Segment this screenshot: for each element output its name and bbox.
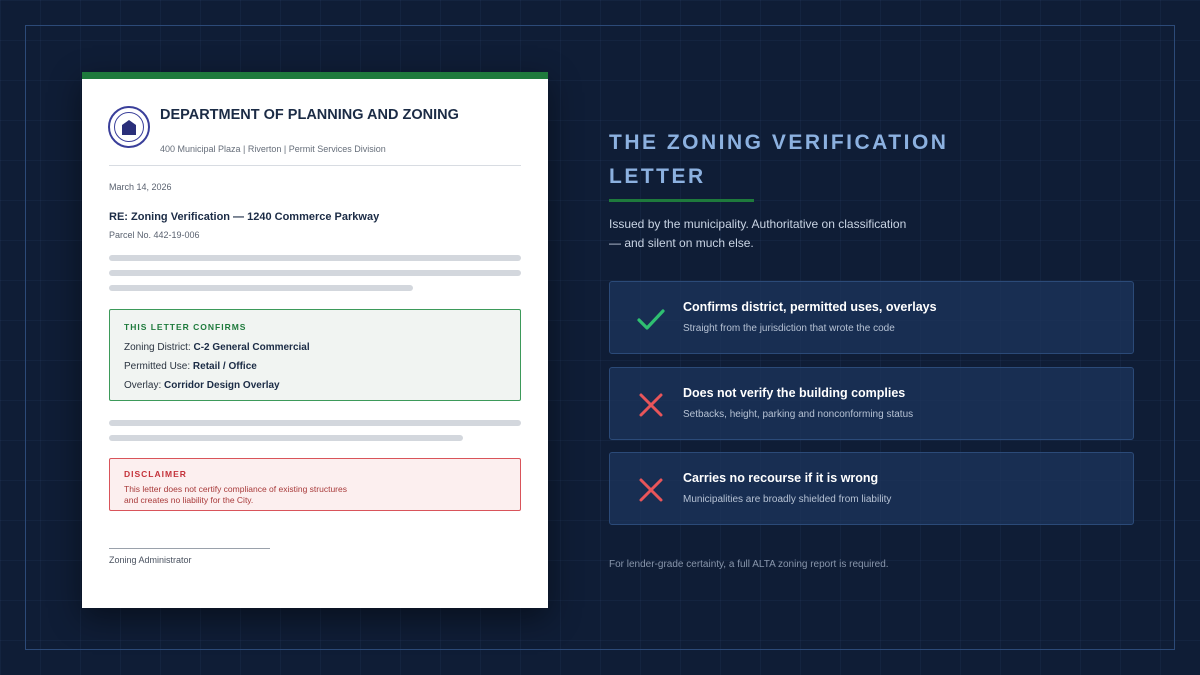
confirmation-row-use: Permitted Use: Retail / Office [124, 361, 257, 372]
heading-accent-bar [609, 199, 754, 202]
department-name: DEPARTMENT OF PLANNING AND ZONING [160, 107, 459, 123]
letter-subject: RE: Zoning Verification — 1240 Commerce Parkway [109, 211, 380, 223]
card-title: Carries no recourse if it is wrong [683, 471, 879, 485]
parcel-number: Parcel No. 442-19-006 [109, 230, 200, 240]
confirmation-row-overlay: Overlay: Corridor Design Overlay [124, 380, 280, 391]
placeholder-text-line [109, 255, 521, 261]
x-icon [636, 390, 666, 420]
card-title: Confirms district, permitted uses, overlays [683, 300, 937, 314]
confirmation-title: THIS LETTER CONFIRMS [124, 322, 247, 332]
disclaimer-box [109, 458, 521, 511]
city-seal-logo [108, 106, 150, 148]
disclaimer-text: This letter does not certify compliance of existing structures and creates no liability for the City. [124, 484, 347, 505]
letter-date: March 14, 2026 [109, 182, 172, 192]
signature-line [109, 548, 270, 549]
panel-intro: Issued by the municipality. Authoritative on classification — and silent on much else. [609, 217, 907, 250]
card-subtitle: Setbacks, height, parking and nonconforming status [683, 409, 914, 420]
feature-card-no-compliance [609, 367, 1134, 440]
department-address: 400 Municipal Plaza | Riverton | Permit Services Division [160, 144, 386, 154]
panel-heading: THE ZONING VERIFICATION LETTER [609, 131, 949, 188]
confirmation-row-district: Zoning District: C-2 General Commercial [124, 342, 310, 353]
placeholder-text-line [109, 435, 463, 441]
header-divider [109, 165, 521, 166]
check-icon [636, 304, 666, 334]
card-title: Does not verify the building complies [683, 386, 906, 400]
feature-card-no-recourse [609, 452, 1134, 525]
disclaimer-title: DISCLAIMER [124, 469, 187, 479]
signature-label: Zoning Administrator [109, 555, 192, 565]
confirmation-box [109, 309, 521, 401]
feature-card-confirms [609, 281, 1134, 354]
footnote: For lender-grade certainty, a full ALTA zoning report is required. [609, 559, 889, 570]
building-icon [122, 120, 136, 135]
x-icon [636, 475, 666, 505]
placeholder-text-line [109, 270, 521, 276]
card-subtitle: Straight from the jurisdiction that wrote the code [683, 323, 895, 334]
card-subtitle: Municipalities are broadly shielded from liability [683, 494, 892, 505]
zoning-letter [82, 72, 548, 608]
placeholder-text-line [109, 420, 521, 426]
placeholder-text-line [109, 285, 413, 291]
